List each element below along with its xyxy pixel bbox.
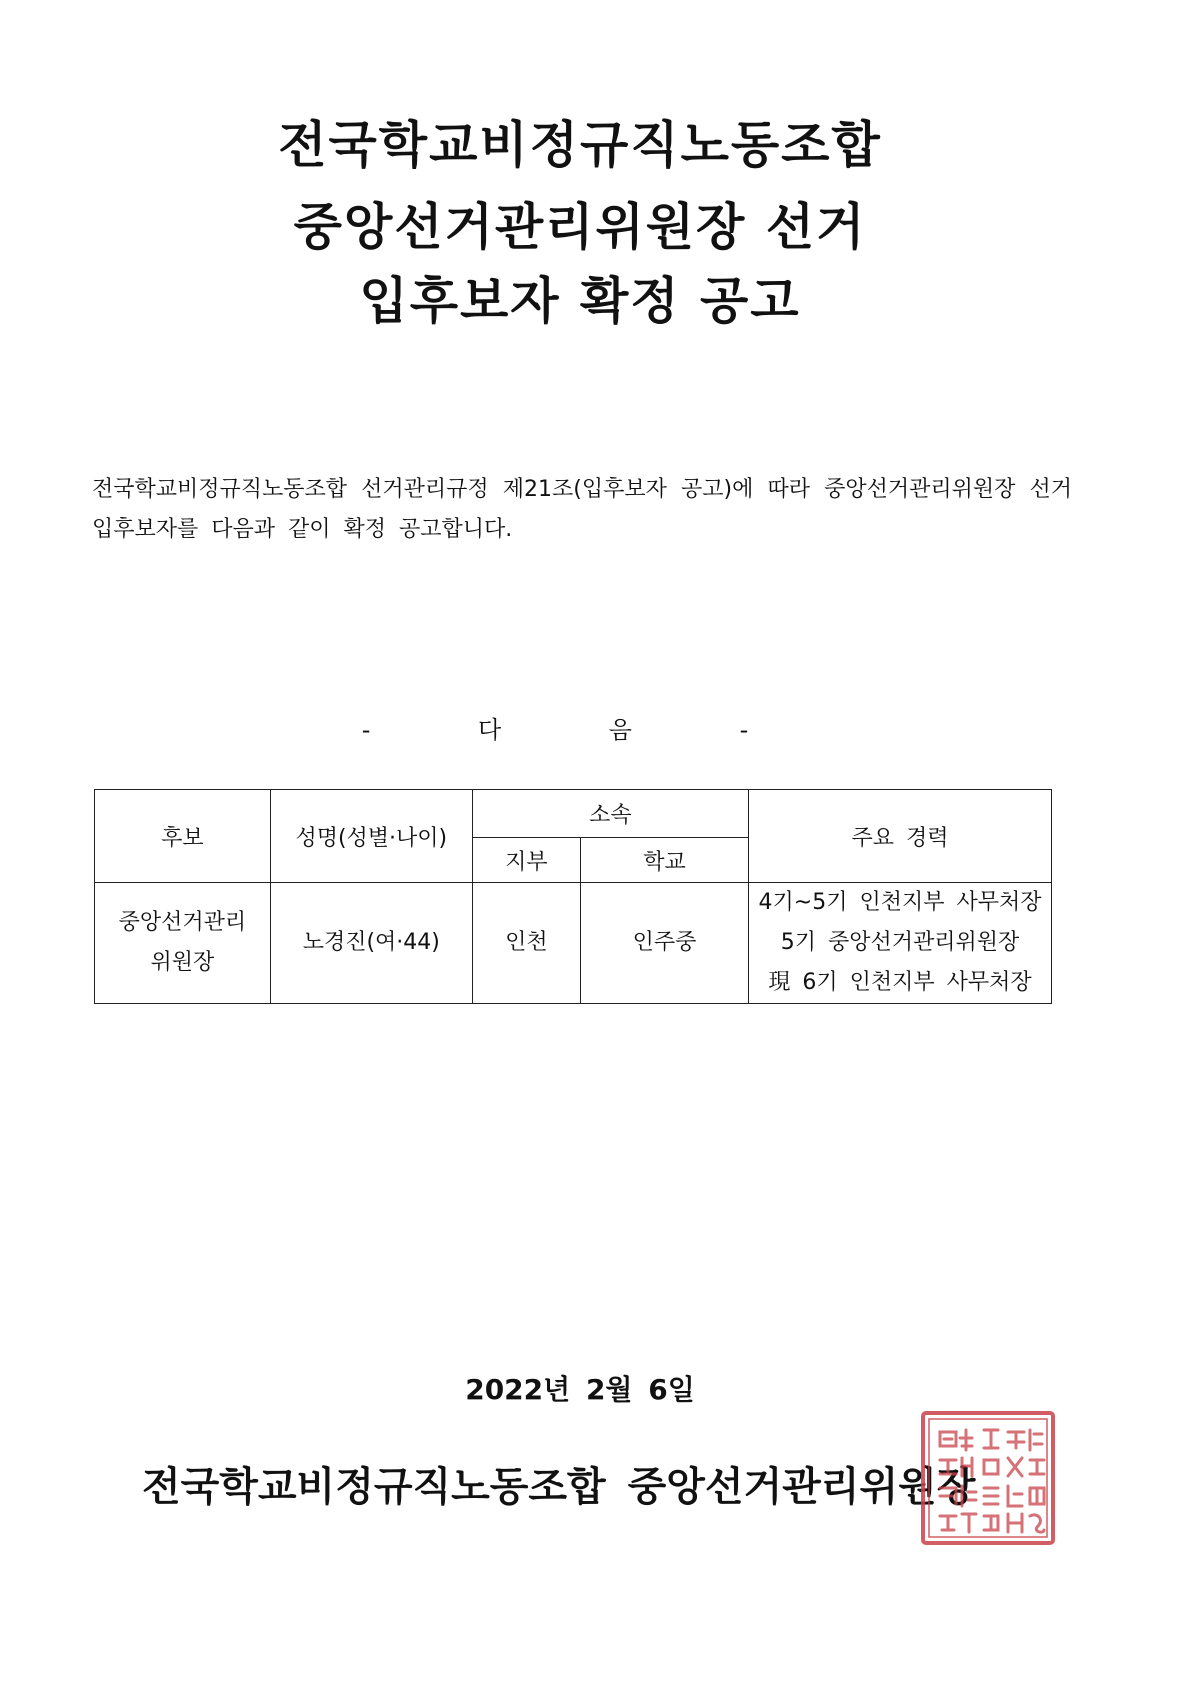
candidate-table <box>94 789 1052 1004</box>
cell-candidate-line-1: 중앙선거관리 <box>118 910 247 935</box>
issuer-signature: 전국학교비정규직노동조합 중앙선거관리위원장 <box>142 1464 976 1510</box>
document-title-line-1: 전국학교비정규직노동조합 <box>278 116 882 174</box>
document-title-line-3: 입후보자 확정 공고 <box>359 272 801 330</box>
issue-date: 2022년 2월 6일 <box>465 1373 695 1406</box>
career-line-2: 5기 중앙선거관리위원장 <box>780 930 1020 955</box>
intro-paragraph: 전국학교비정규직노동조합 선거관리규정 제21조(입후보자 공고)에 따라 중앙선거관리위원장 선거 입후보자를 다음과 같이 확정 공고합니다. <box>92 477 1072 542</box>
header-school: 학교 <box>581 838 749 883</box>
official-seal-stamp <box>918 1408 1058 1548</box>
cell-name: 노경진(여·44) <box>270 883 472 1004</box>
cell-career <box>748 883 1051 1004</box>
section-marker: - 다 음 - <box>361 716 799 744</box>
header-candidate: 후보 <box>95 790 271 883</box>
header-branch: 지부 <box>472 838 580 883</box>
header-affiliation: 소속 <box>472 790 748 838</box>
career-line-1: 4기~5기 인천지부 사무처장 <box>758 890 1042 915</box>
cell-school: 인주중 <box>581 883 749 1004</box>
cell-branch: 인천 <box>472 883 580 1004</box>
career-line-3: 現 6기 인천지부 사무처장 <box>768 970 1032 995</box>
cell-candidate-line-2: 위원장 <box>150 950 215 975</box>
table-row <box>95 883 1052 1004</box>
cell-candidate <box>95 883 271 1004</box>
header-name: 성명(성별·나이) <box>270 790 472 883</box>
header-career: 주요 경력 <box>748 790 1051 883</box>
document-title-line-2: 중앙선거관리위원장 선거 <box>293 198 867 256</box>
